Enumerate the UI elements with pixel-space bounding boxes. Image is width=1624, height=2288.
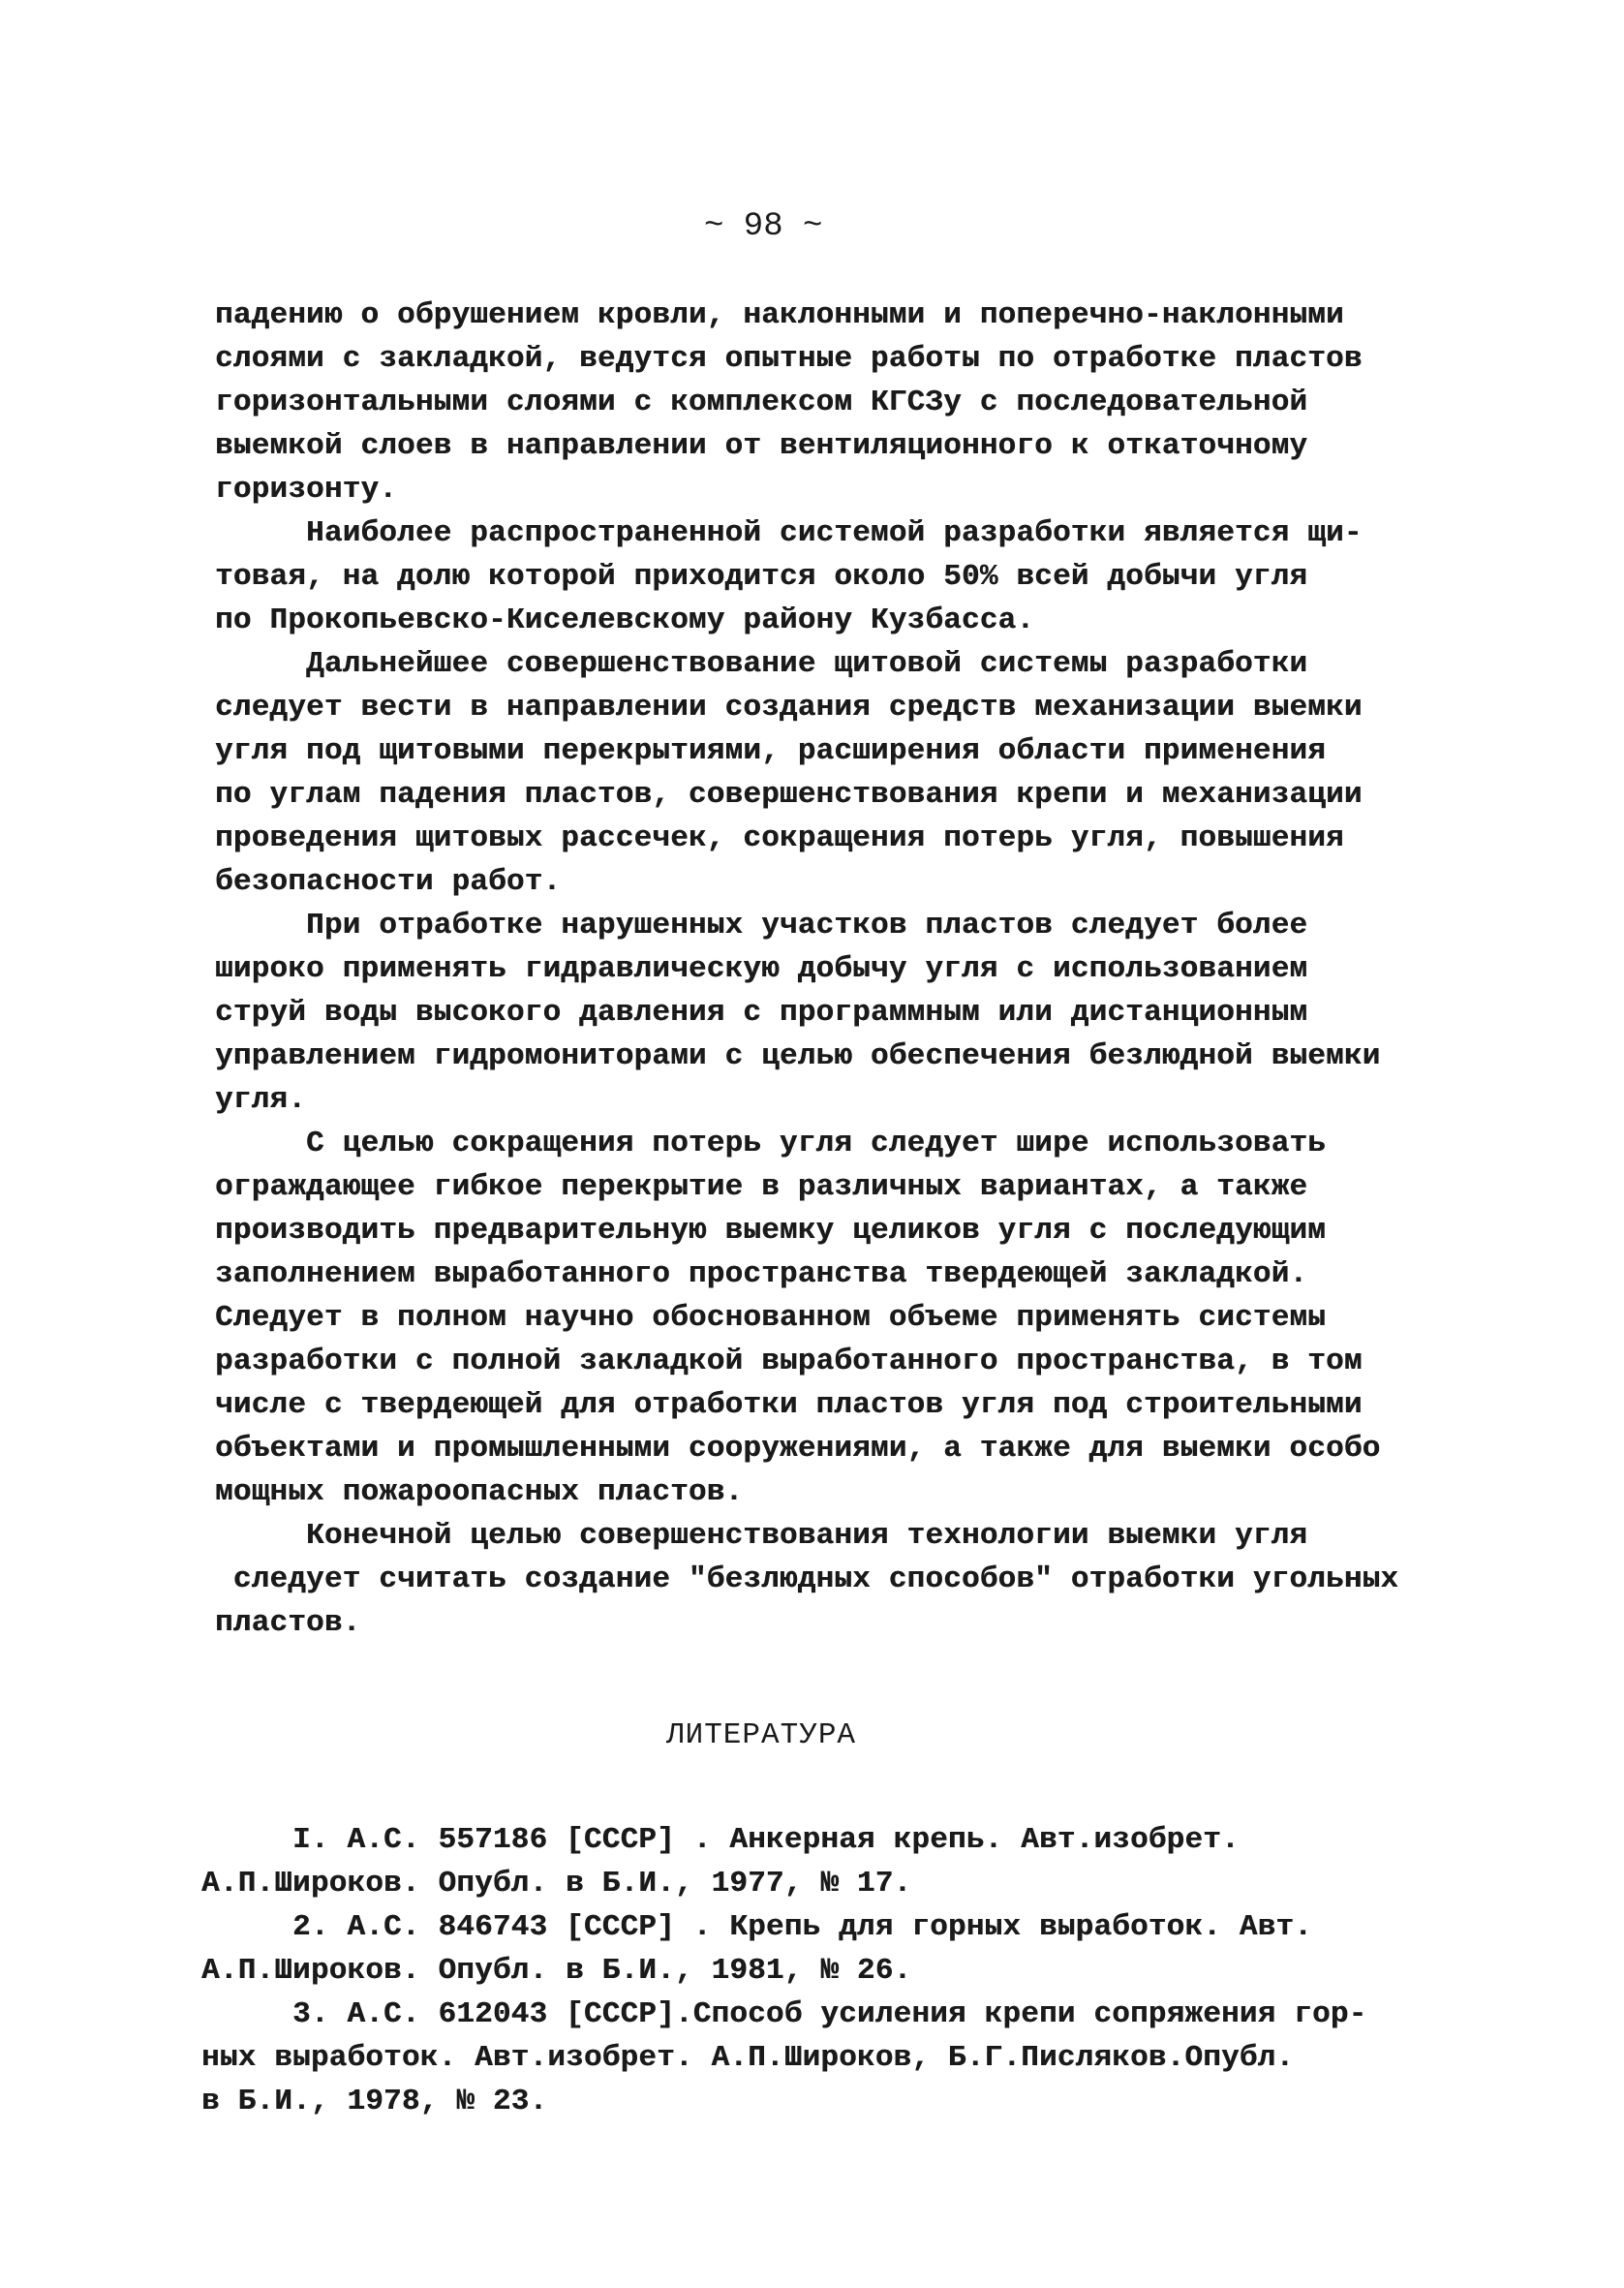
reference-line: I. А.С. 557186 [СССР] . Анкерная крепь. Авт.изобрет. xyxy=(201,1823,1240,1857)
body-line: струй воды высокого давления с программным или дистанционным xyxy=(215,996,1308,1030)
body-line: заполнением выработанного пространства твердеющей закладкой. xyxy=(215,1257,1308,1291)
body-line: падению о обрушением кровли, наклонными и поперечно-наклонными xyxy=(215,298,1344,332)
body-line: товая, на долю которой приходится около 50% всей добычи угля xyxy=(215,560,1308,594)
body-line: мощных пожароопасных пластов. xyxy=(215,1475,744,1509)
body-line: Конечной целью совершенствования технологии выемки угля xyxy=(215,1519,1308,1553)
body-line: безопасности работ. xyxy=(215,865,562,899)
page-number: ~ 98 ~ xyxy=(704,208,823,245)
body-line: управлением гидромониторами с целью обеспечения безлюдной выемки xyxy=(215,1039,1381,1073)
body-line: проведения щитовых рассечек, сокращения потерь угля, повышения xyxy=(215,821,1344,855)
body-line: пластов. xyxy=(215,1606,361,1640)
body-line: следует считать создание "безлюдных способов" отработки угольных xyxy=(215,1562,1399,1596)
body-line: числе с твердеющей для отработки пластов угля под строительными xyxy=(215,1388,1363,1422)
body-line: Наиболее распространенной системой разработки является щи- xyxy=(215,516,1363,550)
body-line: по Прокопьевско-Киселевскому району Кузбасса. xyxy=(215,603,1035,637)
body-line: Следует в полном научно обоснованном объеме применять системы xyxy=(215,1301,1326,1335)
body-line: производить предварительную выемку целиков угля с последующим xyxy=(215,1214,1326,1248)
body-line: угля под щитовыми перекрытиями, расширения области применения xyxy=(215,734,1326,768)
body-line: С целью сокращения потерь угля следует шире использовать xyxy=(215,1127,1326,1160)
body-line: широко применять гидравлическую добычу угля с использованием xyxy=(215,952,1308,986)
reference-line: А.П.Широков. Опубл. в Б.И., 1981, № 26. xyxy=(201,1954,912,1988)
body-line: угля. xyxy=(215,1083,307,1117)
body-line: выемкой слоев в направлении от вентиляционного к откаточному xyxy=(215,429,1308,463)
body-line: разработки с полной закладкой выработанного пространства, в том xyxy=(215,1345,1363,1378)
body-line: горизонтальными слоями с комплексом КГСЗу с последовательной xyxy=(215,386,1308,419)
reference-line: 3. А.С. 612043 [СССР].Способ усиления крепи сопряжения гор- xyxy=(201,1997,1367,2031)
body-line: При отработке нарушенных участков пластов следует более xyxy=(215,909,1308,943)
body-line: объектами и промышленными сооружениями, а также для выемки особо xyxy=(215,1432,1381,1466)
literature-heading: ЛИТЕРАТУРА xyxy=(666,1718,857,1752)
body-line: ограждающее гибкое перекрытие в различных вариантах, а также xyxy=(215,1170,1308,1204)
body-line: слоями с закладкой, ведутся опытные работы по отработке пластов xyxy=(215,342,1363,376)
body-line: Дальнейшее совершенствование щитовой системы разработки xyxy=(215,647,1308,681)
body-line: горизонту. xyxy=(215,473,398,507)
body-line: по углам падения пластов, совершенствования крепи и механизации xyxy=(215,778,1363,812)
reference-line: в Б.И., 1978, № 23. xyxy=(201,2085,548,2118)
reference-line: 2. А.С. 846743 [СССР] . Крепь для горных выработок. Авт. xyxy=(201,1910,1312,1944)
reference-line: ных выработок. Авт.изобрет. А.П.Широков, Б.Г.Писляков.Опубл. xyxy=(201,2041,1295,2075)
reference-line: А.П.Широков. Опубл. в Б.И., 1977, № 17. xyxy=(201,1867,912,1901)
body-line: следует вести в направлении создания средств механизации выемки xyxy=(215,691,1363,725)
